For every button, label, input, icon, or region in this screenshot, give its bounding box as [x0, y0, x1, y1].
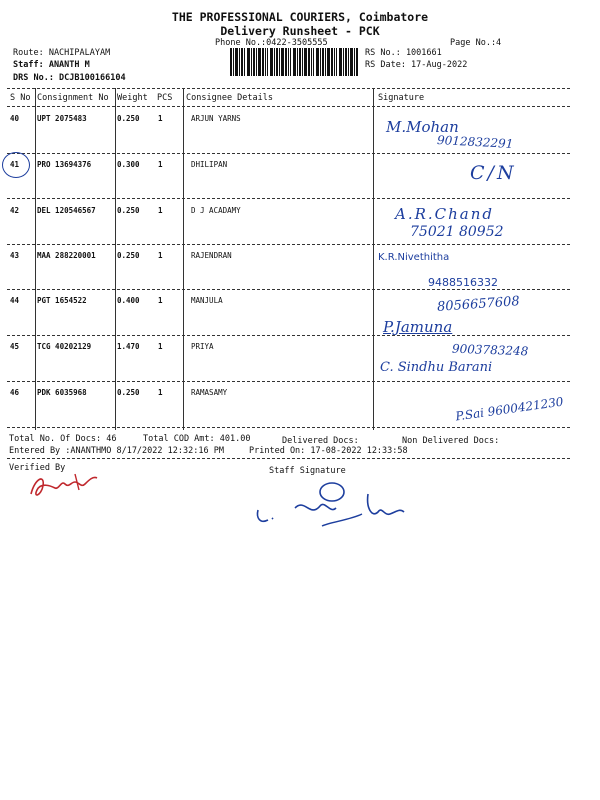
- row-pcs: 1: [158, 160, 163, 169]
- row-consignee: PRIYA: [191, 342, 214, 351]
- row-weight: 1.470: [117, 342, 140, 351]
- col-header-pcs: PCS: [157, 93, 173, 103]
- verified-by-signature: [25, 468, 110, 502]
- row-weight: 0.400: [117, 296, 140, 305]
- signature-row43-name: K.R.Nivethitha: [378, 252, 450, 263]
- signature-row41: C/N: [470, 162, 517, 184]
- total-docs: Total No. Of Docs: 46: [9, 434, 117, 444]
- row-consignment: PGT 1654522: [37, 296, 87, 305]
- col-divider: [183, 88, 184, 430]
- row-pcs: 1: [158, 114, 163, 123]
- signature-row45-name: C. Sindhu Barani: [380, 360, 493, 375]
- handwritten-circle-mark: [2, 152, 30, 178]
- row-consignment: DEL 120546567: [37, 206, 96, 215]
- header-rule: [7, 106, 570, 107]
- row-weight: 0.300: [117, 160, 140, 169]
- staff-signature-label: Staff Signature: [269, 466, 346, 476]
- non-delivered-docs: Non Delivered Docs:: [402, 436, 500, 446]
- staff-signature: [250, 478, 410, 538]
- phone-number: Phone No.:0422-3505555: [215, 38, 328, 48]
- staff: Staff: ANANTH M: [13, 60, 90, 70]
- row-rule: [7, 335, 570, 336]
- col-divider: [373, 88, 374, 430]
- printed-on: Printed On: 17-08-2022 12:33:58: [249, 446, 408, 456]
- signature-row44-name: P.Jamuna: [383, 318, 453, 336]
- row-weight: 0.250: [117, 388, 140, 397]
- drs-number: DRS No.: DCJB100166104: [13, 73, 126, 83]
- row-sno: 41: [10, 160, 20, 169]
- entered-by: Entered By :ANANTHMO 8/17/2022 12:32:16 PM: [9, 446, 224, 456]
- row-sno: 45: [10, 342, 20, 351]
- row-pcs: 1: [158, 251, 163, 260]
- row-pcs: 1: [158, 388, 163, 397]
- row-consignment: UPT 2075483: [37, 114, 87, 123]
- row-rule: [7, 289, 570, 290]
- table-top-rule: [7, 88, 570, 89]
- route: Route: NACHIPALAYAM: [13, 48, 111, 58]
- row-weight: 0.250: [117, 114, 140, 123]
- delivered-docs: Delivered Docs:: [282, 436, 359, 446]
- row-consignment: TCG 40202129: [37, 342, 92, 351]
- col-divider: [115, 88, 116, 430]
- row-pcs: 1: [158, 296, 163, 305]
- company-name: THE PROFESSIONAL COURIERS, Coimbatore: [171, 10, 429, 24]
- col-header-consignment: Consignment No: [37, 93, 109, 103]
- row-rule: [7, 244, 570, 245]
- footer-rule: [7, 458, 570, 459]
- rs-date: RS Date: 17-Aug-2022: [365, 60, 468, 70]
- verified-by-label: Verified By: [9, 463, 66, 473]
- col-divider: [35, 88, 36, 430]
- col-header-signature: Signature: [378, 93, 425, 103]
- row-pcs: 1: [158, 206, 163, 215]
- signature-row44-phone: 8056657608: [436, 294, 521, 315]
- row-consignee: DHILIPAN: [191, 160, 228, 169]
- row-pcs: 1: [158, 342, 163, 351]
- col-header-weight: Weight: [117, 93, 148, 103]
- document-title: Delivery Runsheet - PCK: [220, 24, 380, 38]
- signature-row45-phone: 9003783248: [451, 341, 529, 359]
- row-consignment: MAA 288220001: [37, 251, 96, 260]
- row-sno: 40: [10, 114, 20, 123]
- page-number: Page No.:4: [450, 38, 502, 48]
- row-consignee: RAJENDRAN: [191, 251, 232, 260]
- row-sno: 44: [10, 296, 20, 305]
- signature-row43-phone: 9488516332: [428, 276, 498, 289]
- rs-number: RS No.: 1001661: [365, 48, 442, 58]
- signature-row40-phone: 9012832291: [436, 133, 514, 151]
- signature-row42-name: A.R.Chand: [395, 205, 495, 223]
- row-rule: [7, 381, 570, 382]
- row-consignee: MANJULA: [191, 296, 223, 305]
- row-weight: 0.250: [117, 251, 140, 260]
- total-cod-amount: Total COD Amt: 401.00: [143, 434, 251, 444]
- row-consignee: D J ACADAMY: [191, 206, 241, 215]
- col-header-sno: S No: [10, 93, 31, 103]
- row-consignee: RAMASAMY: [191, 388, 228, 397]
- row-rule: [7, 153, 570, 154]
- row-weight: 0.250: [117, 206, 140, 215]
- row-consignment: PDK 6035968: [37, 388, 87, 397]
- signature-row42-phone: 75021 80952: [410, 224, 504, 240]
- signature-row40-name: M.Mohan: [386, 118, 459, 136]
- row-rule: [7, 198, 570, 199]
- row-consignment: PRO 13694376: [37, 160, 92, 169]
- row-sno: 42: [10, 206, 20, 215]
- table-bottom-rule: [7, 427, 570, 428]
- barcode: [230, 48, 358, 76]
- row-consignee: ARJUN YARNS: [191, 114, 241, 123]
- row-sno: 46: [10, 388, 20, 397]
- row-sno: 43: [10, 251, 20, 260]
- col-header-details: Consignee Details: [186, 93, 273, 103]
- signature-row46: P.Sai 9600421230: [454, 394, 565, 424]
